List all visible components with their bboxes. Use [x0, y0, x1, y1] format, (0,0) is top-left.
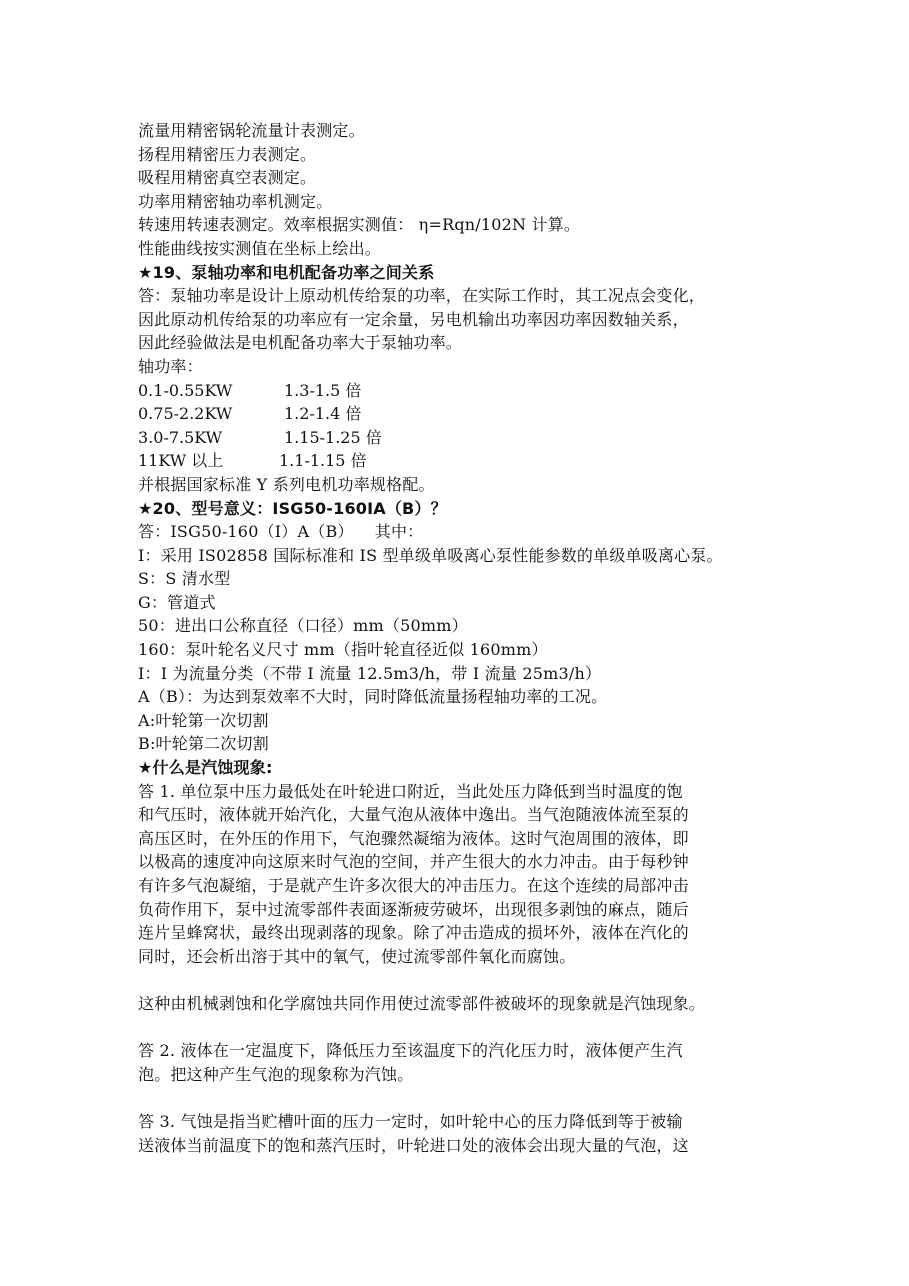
- paragraph-gap: [138, 1016, 778, 1040]
- q20-line: I：采用 IS02858 国际标准和 IS 型单级单吸离心泵性能参数的单级单吸离心泵。: [138, 545, 723, 565]
- q19-answer-line: 因此原动机传给泵的功率应有一定余量，另电机输出功率因功率因数轴关系，: [138, 309, 689, 329]
- answer2-line: 泡。把这种产生气泡的现象称为汽蚀。: [138, 1064, 414, 1084]
- answer3-line: 送液体当前温度下的饱和蒸汽压时，叶轮进口处的液体会出现大量的气泡，这: [138, 1135, 689, 1155]
- answer1-line: 同时，还会析出溶于其中的氧气，使过流零部件氧化而腐蚀。: [138, 946, 576, 966]
- intro-line: 功率用精密轴功率机测定。: [138, 191, 333, 211]
- q20-line: I：I 为流量分类（不带 I 流量 12.5m3/h，带 I 流量 25m3/h）: [138, 663, 602, 683]
- answer3-line: 答 3. 气蚀是指当贮槽叶面的压力一定时，如叶轮中心的压力降低到等于被输: [138, 1111, 683, 1131]
- intro-line: 性能曲线按实测值在坐标上绘出。: [138, 238, 382, 258]
- document-body: [138, 119, 778, 1157]
- power-range: 0.75-2.2KW: [138, 404, 233, 424]
- q20-line: G：管道式: [138, 592, 216, 612]
- answer1-line: 和气压时，液体就开始汽化，大量气泡从液体中逸出。当气泡随液体流至泵的: [138, 805, 689, 825]
- power-factor: 1.2-1.4 倍: [284, 404, 362, 424]
- answer1-line: 有许多气泡凝缩，于是就产生许多次很大的冲击压力。在这个连续的局部冲击: [138, 876, 689, 895]
- cavitation-heading: ★什么是汽蚀现象:: [138, 758, 273, 778]
- answer2-line: 答 2. 液体在一定温度下，降低压力至该温度下的汽化压力时，液体便产生汽: [138, 1041, 683, 1061]
- intro-line: 流量用精密锅轮流量计表测定。: [138, 121, 365, 140]
- q20-line: S：S 清水型: [138, 569, 231, 589]
- q20-line: 50：进出口公称直径（口径）mm（50mm）: [138, 616, 468, 636]
- q20-heading: ★20、型号意义：ISG50-160IA（B）？: [138, 498, 447, 518]
- answer1-line: 以极高的速度冲向这原来时气泡的空间，并产生很大的水力冲击。由于每秒钟: [138, 852, 689, 872]
- paragraph-gap: [138, 968, 778, 992]
- q19-table-label: 轴功率：: [138, 356, 203, 376]
- intro-line: 扬程用精密压力表测定。: [138, 144, 317, 164]
- intro-line: 转速用转速表测定。效率根据实测值： η=Rqn/102N 计算。: [138, 215, 581, 235]
- q19-table-row: [138, 379, 778, 403]
- paragraph-gap: [138, 1086, 778, 1110]
- q19-answer-line: 因此经验做法是电机配备功率大于泵轴功率。: [138, 333, 463, 353]
- q20-line: 答：ISG50-160（I）A（B） 其中：: [138, 522, 424, 542]
- q19-table-row: [138, 402, 778, 426]
- q19-table-row: [138, 426, 778, 450]
- cavitation-summary: 这种由机械剥蚀和化学腐蚀共同作用使过流零部件被破坏的现象就是汽蚀现象。: [138, 993, 706, 1013]
- q20-line: B:叶轮第二次切割: [138, 734, 269, 754]
- power-range: 0.1-0.55KW: [138, 380, 233, 400]
- intro-line: 吸程用精密真空表测定。: [138, 168, 317, 188]
- power-range: 11KW 以上: [138, 451, 224, 471]
- q20-line: A:叶轮第一次切割: [138, 710, 269, 730]
- q19-heading: ★19、泵轴功率和电机配备功率之间关系: [138, 262, 435, 282]
- q20-line: 160：泵叶轮名义尺寸 mm（指叶轮直径近似 160mm）: [138, 640, 548, 660]
- answer1-line: 连片呈蜂窝状，最终出现剥落的现象。除了冲击造成的损坏外，液体在汽化的: [138, 923, 689, 943]
- answer1-line: 高压区时，在外压的作用下，气泡骤然凝缩为液体。这时气泡周围的液体，即: [138, 828, 689, 848]
- q19-table-row: [138, 449, 778, 473]
- power-factor: 1.3-1.5 倍: [284, 380, 362, 400]
- power-factor: 1.1-1.15 倍: [279, 451, 367, 471]
- power-range: 3.0-7.5KW: [138, 427, 223, 447]
- q19-answer-line: 答：泵轴功率是设计上原动机传给泵的功率，在实际工作时，其工况点会变化，: [138, 286, 706, 306]
- q19-note: 并根据国家标准 Y 系列电机功率规格配。: [138, 474, 435, 494]
- q20-line: A（B）：为达到泵效率不大时，同时降低流量扬程轴功率的工况。: [138, 687, 608, 707]
- answer1-line: 答 1. 单位泵中压力最低处在叶轮进口附近，当此处压力降低到当时温度的饱: [138, 781, 683, 801]
- power-factor: 1.15-1.25 倍: [284, 427, 382, 447]
- answer1-line: 负荷作用下，泵中过流零部件表面逐渐疲劳破坏，出现很多剥蚀的麻点，随后: [138, 899, 689, 919]
